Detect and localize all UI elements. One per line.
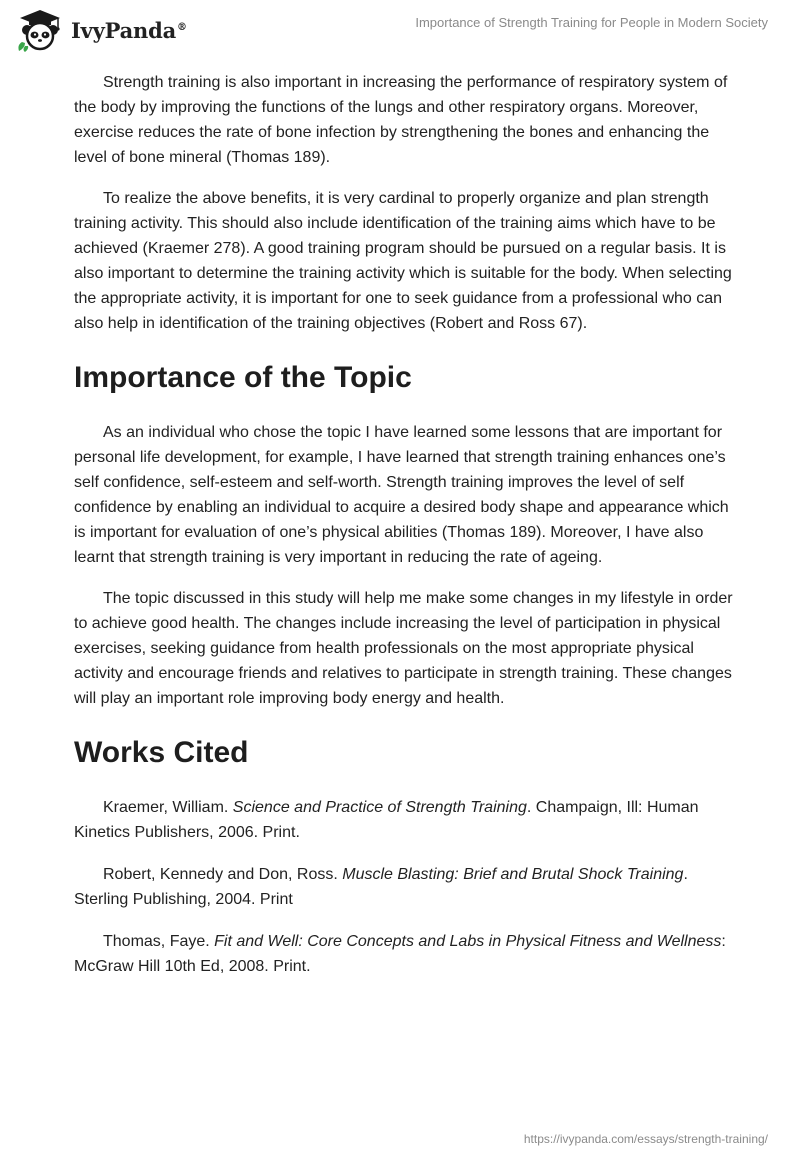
source-url-link[interactable]: https://ivypanda.com/essays/strength-training/ [523, 1132, 768, 1146]
registered-mark: ® [177, 21, 187, 33]
document-title: Importance of Strength Training for People in Modern Society [415, 15, 768, 30]
citation-thomas: Thomas, Faye. Fit and Well: Core Concepts and Labs in Physical Fitness and Wellness: McGraw Hill 10th Ed, 2008. Print. [74, 933, 726, 975]
paragraph-lessons-learned: As an individual who chose the topic I have learned some lessons that are important for personal life development, for example, I have learned that strength training enhances one’s self confidence, self-esteem and self-worth. Strength training improves the level of self confidence by enabling an individual to acquire a desired body shape and appearance which is important for evaluation of one’s physical abilities (Thomas 189). Moreover, I have also learnt that strength training is very important in reducing the rate of ageing. [74, 424, 729, 566]
heading-works-cited: Works Cited [74, 736, 249, 769]
citation-kraemer: Kraemer, William. Science and Practice of Strength Training. Champaign, Ill: Human Kinetics Publishers, 2006. Print. [74, 799, 699, 841]
paragraph-organize-plan: To realize the above benefits, it is very cardinal to properly organize and plan strength training activity. This should also include identification of the training aims which have to be achieved (Kraemer 278). A good training program should be pursued on a regular basis. It is also important to determine the training activity which is suitable for the body. When selecting the appropriate activity, it is important for one to seek guidance from a professional who can also help in identification of the training objectives (Robert and Ross 67). [74, 190, 732, 332]
citation-robert-ross: Robert, Kennedy and Don, Ross. Muscle Blasting: Brief and Brutal Shock Training. Sterling Publishing, 2004. Print [74, 866, 688, 908]
ivypanda-logo[interactable] [16, 8, 187, 52]
logo-wordmark: IvyPanda® [71, 17, 187, 43]
citation-title: Science and Practice of Strength Training [232, 799, 527, 816]
heading-importance-of-topic: Importance of the Topic [74, 361, 412, 394]
citation-title: Fit and Well: Core Concepts and Labs in Physical Fitness and Wellness [214, 933, 722, 950]
paragraph-respiratory: Strength training is also important in increasing the performance of respiratory system of the body by improving the functions of the lungs and other respiratory organs. Moreover, exercise reduces the rate of bone infection by strengthening the bones and enhancing the level of bone mineral (Thomas 189). [74, 74, 728, 166]
citation-title: Muscle Blasting: Brief and Brutal Shock Training [342, 866, 684, 883]
page-header [0, 0, 800, 64]
panda-graduate-icon [16, 8, 64, 52]
paragraph-lifestyle-changes: The topic discussed in this study will help me make some changes in my lifestyle in order to achieve good health. The changes include increasing the level of participation in physical exercises, seeking guidance from health professionals on the most appropriate physical activity and encourage friends and relatives to participate in strength training. These changes will play an important role improving body energy and health. [74, 590, 733, 707]
essay-content [74, 70, 734, 996]
